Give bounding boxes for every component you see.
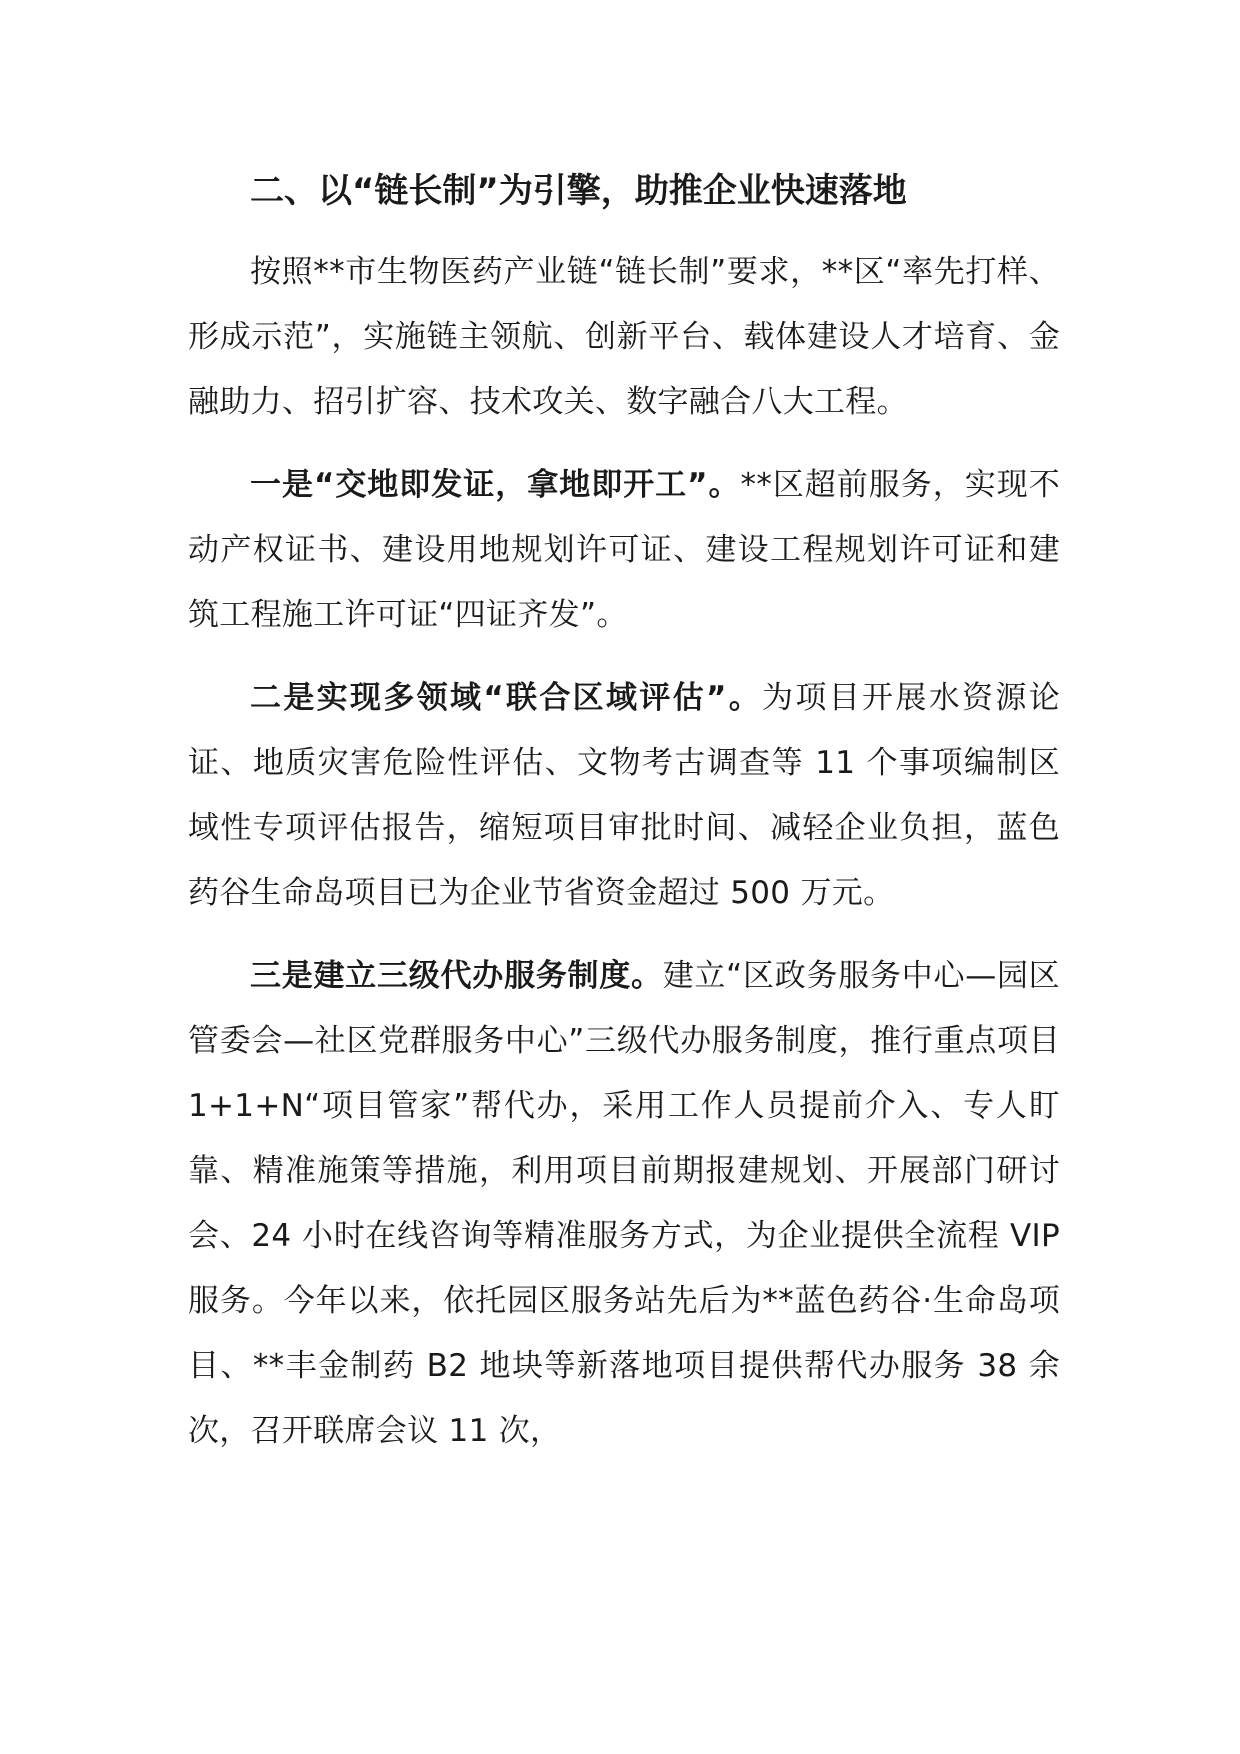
paragraph-point-2-text: 为项目开展水资源论证、地质灾害危险性评估、文物考古调查等 11 个事项编制区域性专项评估报告，缩短项目审批时间、减轻企业负担，蓝色药谷生命岛项目已为企业节省资金超过 500 万元。 xyxy=(188,680,1060,911)
section-heading: 二、以“链长制”为引擎，助推企业快速落地 xyxy=(250,171,907,211)
paragraph-point-1 xyxy=(188,453,1060,648)
paragraph-intro-text: 按照**市生物医药产业链“链长制”要求，**区“率先打样、形成示范”，实施链主领航、创新平台、载体建设人才培育、金融助力、招引扩容、技术攻关、数字融合八大工程。 xyxy=(188,254,1060,420)
paragraph-point-3-text: 建立“区政务服务中心—园区管委会—社区党群服务中心”三级代办服务制度，推行重点项目 1+1+N“项目管家”帮代办，采用工作人员提前介入、专人盯靠、精准施策等措施，利用项目前期报建规划、开展部门研讨会、24 小时在线咨询等精准服务方式，为企业提供全流程 VIP 服务。今年以来，依托园区服务站先后为**蓝色药谷·生命岛项目、**丰金制药 B2 地块等新落地项目提供帮代办服务 38 余次，召开联席会议 11 次， xyxy=(188,958,1060,1449)
paragraph-point-2-lead: 二是实现多领域“联合区域评估”。 xyxy=(250,680,763,716)
paragraph-intro xyxy=(188,240,1060,435)
document-page xyxy=(188,158,1060,1464)
paragraph-point-1-lead: 一是“交地即发证，拿地即开工”。 xyxy=(250,467,741,503)
paragraph-point-2 xyxy=(188,666,1060,926)
paragraph-point-3 xyxy=(188,944,1060,1464)
paragraph-point-1-text: **区超前服务，实现不动产权证书、建设用地规划许可证、建设工程规划许可证和建筑工程施工许可证“四证齐发”。 xyxy=(188,467,1061,633)
paragraph-point-3-lead: 三是建立三级代办服务制度。 xyxy=(250,958,663,994)
